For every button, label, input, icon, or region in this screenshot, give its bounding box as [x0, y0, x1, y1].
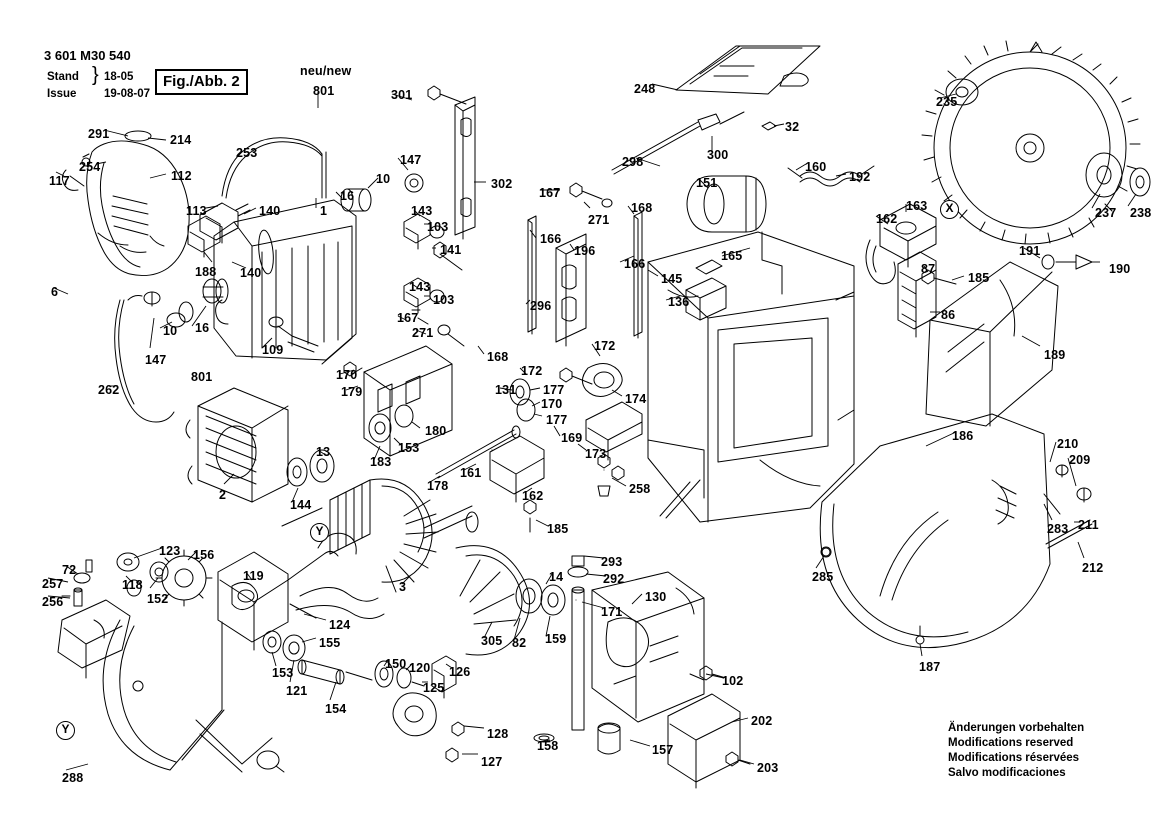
detail-marker-y-bottom: Y	[56, 721, 75, 740]
callout-143: 143	[411, 204, 433, 218]
callout-82: 82	[512, 636, 527, 650]
callout-302: 302	[491, 177, 513, 191]
callout-118: 118	[122, 578, 143, 592]
callout-196: 196	[574, 244, 596, 258]
callout-271: 271	[412, 326, 434, 340]
issue-label: Issue	[47, 88, 77, 100]
callout-214: 214	[170, 133, 192, 147]
callout-185: 185	[547, 522, 569, 536]
callout-166: 166	[540, 232, 562, 246]
callout-209: 209	[1069, 453, 1091, 467]
callout-293: 293	[601, 555, 623, 569]
callout-153: 153	[398, 441, 420, 455]
footer-line-de: Änderungen vorbehalten	[948, 722, 1085, 734]
callout-131: 131	[495, 383, 517, 397]
callout-155: 155	[319, 636, 341, 650]
callout-158: 158	[537, 739, 559, 753]
callout-151: 151	[696, 176, 718, 190]
callout-157: 157	[652, 743, 674, 757]
callout-162: 162	[876, 212, 898, 226]
callout-150: 150	[385, 657, 407, 671]
callout-163: 163	[906, 199, 928, 213]
callout-16: 16	[195, 321, 210, 335]
callout-291: 291	[88, 127, 110, 141]
callout-283: 283	[1047, 522, 1069, 536]
detail-marker-y-top: Y	[310, 523, 329, 542]
callout-301: 301	[391, 88, 413, 102]
callout-177: 177	[543, 383, 565, 397]
footer-line-en: Modifications reserved	[948, 737, 1074, 749]
callout-192: 192	[849, 170, 871, 184]
callout-296: 296	[530, 299, 552, 313]
callout-170: 170	[336, 368, 358, 382]
callout-292: 292	[603, 572, 625, 586]
callout-210: 210	[1057, 437, 1079, 451]
callout-10: 10	[163, 324, 178, 338]
callout-298: 298	[622, 155, 644, 169]
callout-168: 168	[487, 350, 509, 364]
callout-171: 171	[601, 605, 623, 619]
callout-14: 14	[549, 570, 564, 584]
callout-305: 305	[481, 634, 503, 648]
callout-238: 238	[1130, 206, 1152, 220]
callout-300: 300	[707, 148, 729, 162]
callout-159: 159	[545, 632, 567, 646]
callout-16: 16	[340, 189, 355, 203]
callout-144: 144	[290, 498, 312, 512]
detail-marker-x: X	[940, 200, 959, 219]
callout-87: 87	[921, 262, 936, 276]
callout-170: 170	[541, 397, 563, 411]
issue-date: 19-08-07	[104, 88, 151, 100]
callout-140: 140	[259, 204, 281, 218]
callout-127: 127	[481, 755, 503, 769]
callout-172: 172	[521, 364, 543, 378]
callout-288: 288	[62, 771, 84, 785]
callout-103: 103	[433, 293, 455, 307]
callout-152: 152	[147, 592, 169, 606]
callout-256: 256	[42, 595, 64, 609]
callout-169: 169	[561, 431, 583, 445]
callout-271: 271	[588, 213, 610, 227]
callout-172: 172	[594, 339, 616, 353]
date-brace: }	[92, 64, 99, 86]
stand-label: Stand	[47, 71, 79, 83]
callout-179: 179	[341, 385, 363, 399]
callout-126: 126	[449, 665, 471, 679]
callout-6: 6	[51, 285, 59, 299]
footer-line-fr: Modifications réservées	[948, 752, 1080, 764]
callout-202: 202	[751, 714, 773, 728]
callout-187: 187	[919, 660, 941, 674]
callout-189: 189	[1044, 348, 1066, 362]
callout-258: 258	[629, 482, 651, 496]
callout-125: 125	[423, 681, 445, 695]
figure-label: Fig./Abb. 2	[155, 69, 248, 95]
callout-13: 13	[316, 445, 331, 459]
callout-165: 165	[721, 249, 743, 263]
callout-177: 177	[546, 413, 568, 427]
callout-285: 285	[812, 570, 834, 584]
callout-162: 162	[522, 489, 544, 503]
callout-102: 102	[722, 674, 744, 688]
callout-166: 166	[624, 257, 646, 271]
callout-72: 72	[62, 563, 77, 577]
callout-168: 168	[631, 201, 653, 215]
callout-103: 103	[427, 220, 449, 234]
callout-32: 32	[785, 120, 800, 134]
callout-191: 191	[1019, 244, 1041, 258]
callout-173: 173	[585, 447, 607, 461]
callout-185: 185	[968, 271, 990, 285]
callout-113: 113	[186, 204, 207, 218]
callout-262: 262	[98, 383, 120, 397]
callout-254: 254	[79, 160, 101, 174]
callout-167: 167	[397, 311, 419, 325]
callout-801: 801	[313, 84, 335, 98]
callout-141: 141	[440, 243, 462, 257]
callout-161: 161	[460, 466, 482, 480]
callout-188: 188	[195, 265, 217, 279]
callout-147: 147	[145, 353, 167, 367]
callout-119: 119	[243, 569, 264, 583]
callout-154: 154	[325, 702, 347, 716]
callout-253: 253	[236, 146, 258, 160]
callout-167: 167	[539, 186, 561, 200]
callout-203: 203	[757, 761, 779, 775]
callout-109: 109	[262, 343, 284, 357]
callout-153: 153	[272, 666, 294, 680]
callout-3: 3	[399, 580, 407, 594]
callout-10: 10	[376, 172, 391, 186]
callout-190: 190	[1109, 262, 1131, 276]
callout-128: 128	[487, 727, 509, 741]
callout-147: 147	[400, 153, 422, 167]
callout-180: 180	[425, 424, 447, 438]
part-number: 3 601 M30 540	[44, 48, 131, 63]
callout-136: 136	[668, 295, 690, 309]
callout-145: 145	[661, 272, 683, 286]
callout-123: 123	[159, 544, 181, 558]
callout-143: 143	[409, 280, 431, 294]
callout-124: 124	[329, 618, 351, 632]
callout-2: 2	[219, 488, 227, 502]
callout-183: 183	[370, 455, 392, 469]
stand-date: 18-05	[104, 71, 134, 83]
callout-235: 235	[936, 95, 958, 109]
callout-212: 212	[1082, 561, 1104, 575]
callout-120: 120	[409, 661, 431, 675]
callout-248: 248	[634, 82, 656, 96]
callout-156: 156	[193, 548, 215, 562]
callout-257: 257	[42, 577, 64, 591]
callout-174: 174	[625, 392, 647, 406]
callout-130: 130	[645, 590, 667, 604]
callout-117: 117	[49, 174, 70, 188]
callout-86: 86	[941, 308, 956, 322]
callout-801: 801	[191, 370, 213, 384]
callout-121: 121	[286, 684, 308, 698]
callout-112: 112	[171, 169, 192, 183]
callout-160: 160	[805, 160, 827, 174]
callout-178: 178	[427, 479, 449, 493]
callout-1: 1	[320, 204, 328, 218]
callout-140: 140	[240, 266, 262, 280]
footer-line-es: Salvo modificaciones	[948, 767, 1066, 779]
callout-186: 186	[952, 429, 974, 443]
callout-237: 237	[1095, 206, 1117, 220]
callout-211: 211	[1078, 518, 1099, 532]
neu-new-label: neu/new	[300, 64, 352, 78]
